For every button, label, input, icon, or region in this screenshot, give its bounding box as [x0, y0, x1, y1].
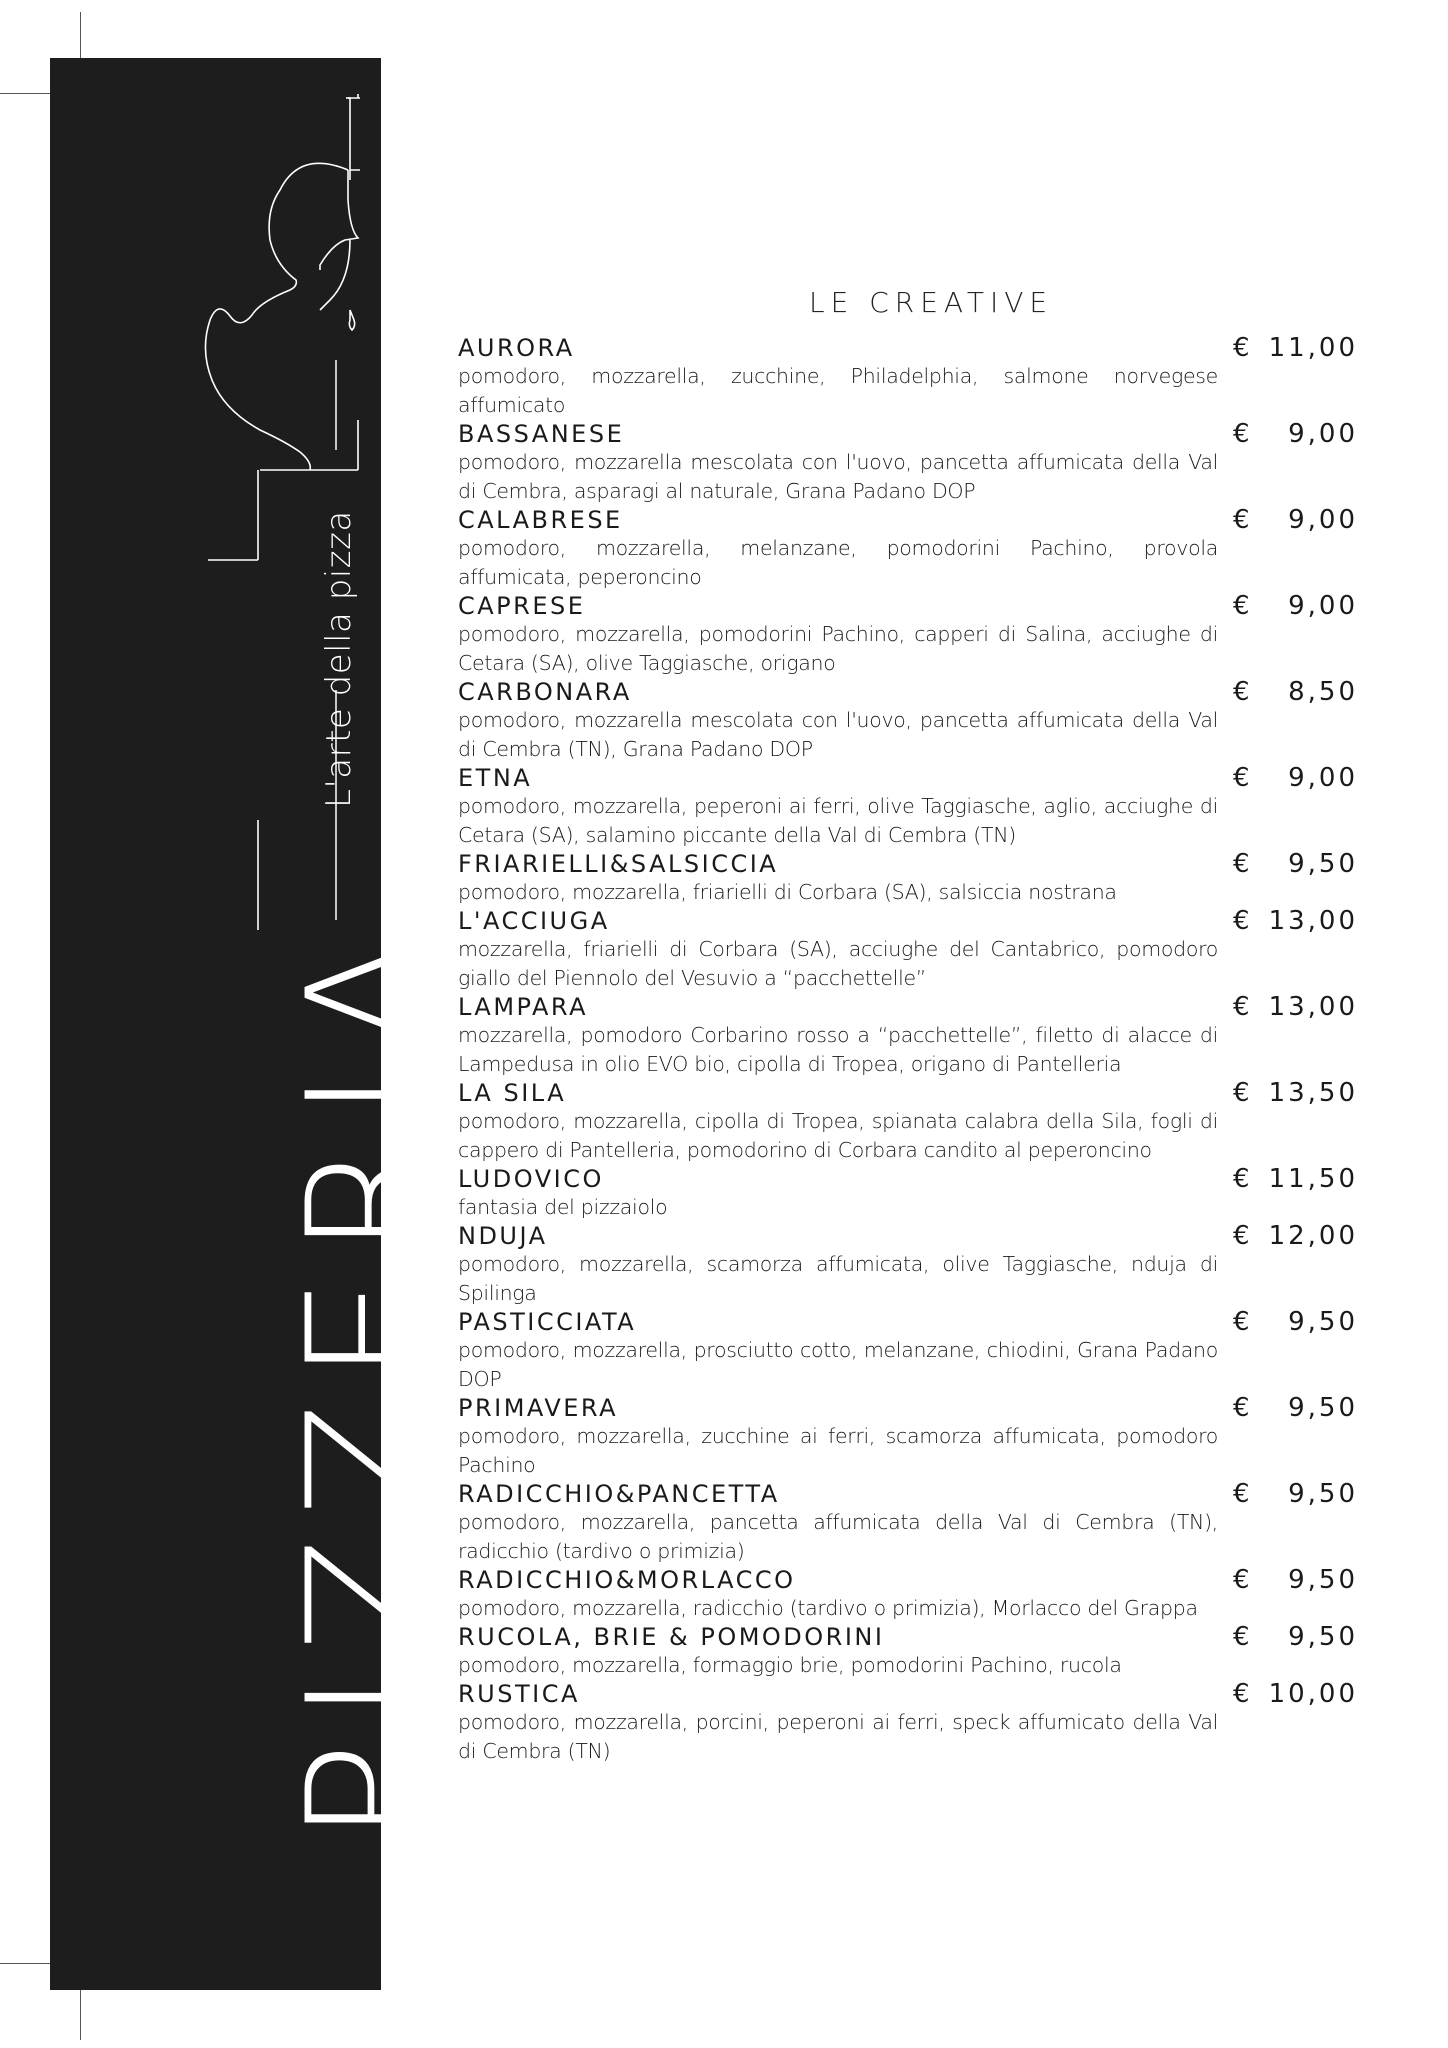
menu-item-price [1233, 592, 1358, 620]
crop-mark [80, 12, 81, 58]
menu-item-price [1233, 1079, 1358, 1107]
menu-item-description: pomodoro, mozzarella, pomodorini Pachino, capperi di Salina, acciughe di Cetara (SA), olive Taggiasche, origano [458, 622, 1218, 675]
menu-item-price [1233, 420, 1358, 448]
menu-item-name: L'ACCIUGA [458, 907, 610, 935]
section-title: LE CREATIVE [809, 286, 1054, 319]
price-amount: 9,00 [1288, 505, 1358, 535]
menu-item [458, 1394, 1358, 1480]
menu-item-name: NDUJA [458, 1222, 548, 1250]
menu-item [458, 1222, 1358, 1308]
menu-item-name: CALABRESE [458, 506, 623, 534]
price-amount: 9,50 [1288, 1307, 1358, 1337]
menu-item [458, 850, 1358, 907]
menu-item-description: pomodoro, mozzarella, scamorza affumicata, olive Taggiasche, nduja di Spilinga [458, 1252, 1218, 1305]
menu-item-price [1233, 1165, 1358, 1193]
menu-item-description: pomodoro, mozzarella, zucchine, Philadelphia, salmone norvegese affumicato [458, 364, 1218, 417]
menu-item [458, 334, 1358, 420]
price-amount: 10,00 [1268, 1679, 1358, 1709]
menu-item-price [1233, 907, 1358, 935]
menu-item-price [1233, 764, 1358, 792]
currency-symbol: € [1233, 992, 1253, 1022]
menu-item-description: pomodoro, mozzarella, pancetta affumicata della Val di Cembra (TN), radicchio (tardivo o primizia) [458, 1510, 1218, 1563]
menu-item-description: pomodoro, mozzarella mescolata con l'uovo, pancetta affumicata della Val di Cembra (TN), Grana Padano DOP [458, 708, 1218, 761]
price-amount: 9,00 [1288, 419, 1358, 449]
menu-item-price [1233, 1480, 1358, 1508]
currency-symbol: € [1233, 591, 1253, 621]
menu-item-name: PASTICCIATA [458, 1308, 637, 1336]
menu-item-price [1233, 1308, 1358, 1336]
menu-item-name: BASSANESE [458, 420, 625, 448]
price-amount: 9,50 [1288, 1393, 1358, 1423]
menu-item-name: PRIMAVERA [458, 1394, 619, 1422]
currency-symbol: € [1233, 1393, 1253, 1423]
menu-item-name: LAMPARA [458, 993, 589, 1021]
menu-item-price [1233, 1394, 1358, 1422]
currency-symbol: € [1233, 333, 1253, 363]
currency-symbol: € [1233, 849, 1253, 879]
currency-symbol: € [1233, 1164, 1253, 1194]
menu-item-price [1233, 678, 1358, 706]
crop-mark [80, 1990, 81, 2040]
menu-list [458, 334, 1358, 1766]
menu-item-price [1233, 993, 1358, 1021]
brand-tagline: L'arte della pizza [319, 510, 359, 808]
menu-item-price [1233, 334, 1358, 362]
price-amount: 13,00 [1268, 992, 1358, 1022]
menu-item-name: RADICCHIO&MORLACCO [458, 1566, 796, 1594]
price-amount: 12,00 [1268, 1221, 1358, 1251]
menu-item [458, 1308, 1358, 1394]
menu-item [458, 592, 1358, 678]
menu-item-price [1233, 1222, 1358, 1250]
menu-item [458, 764, 1358, 850]
price-amount: 11,50 [1268, 1164, 1358, 1194]
currency-symbol: € [1233, 1622, 1253, 1652]
menu-item [458, 678, 1358, 764]
menu-item-description: pomodoro, mozzarella, zucchine ai ferri, scamorza affumicata, pomodoro Pachino [458, 1424, 1218, 1477]
currency-symbol: € [1233, 906, 1253, 936]
menu-item-description: fantasia del pizzaiolo [458, 1195, 668, 1219]
menu-item-price [1233, 850, 1358, 878]
menu-item-name: RUSTICA [458, 1680, 580, 1708]
menu-item-name: LA SILA [458, 1079, 567, 1107]
menu-item [458, 420, 1358, 506]
menu-item [458, 1079, 1358, 1165]
price-amount: 9,50 [1288, 1479, 1358, 1509]
menu-item-name: CARBONARA [458, 678, 632, 706]
menu-item-name: LUDOVICO [458, 1165, 604, 1193]
currency-symbol: € [1233, 1565, 1253, 1595]
price-amount: 9,50 [1288, 1622, 1358, 1652]
currency-symbol: € [1233, 1307, 1253, 1337]
currency-symbol: € [1233, 1679, 1253, 1709]
price-amount: 9,00 [1288, 591, 1358, 621]
menu-item-description: mozzarella, friarielli di Corbara (SA), acciughe del Cantabrico, pomodoro giallo del Piennolo del Vesuvio a “pacchettelle” [458, 937, 1218, 990]
tagline-underline [330, 360, 344, 920]
menu-item-description: pomodoro, mozzarella, peperoni ai ferri, olive Taggiasche, aglio, acciughe di Cetara (SA), salamino piccante della Val di Cembra (TN) [458, 794, 1218, 847]
menu-item-name: RUCOLA, BRIE & POMODORINI [458, 1623, 885, 1651]
menu-item-name: AURORA [458, 334, 575, 362]
menu-item-description: pomodoro, mozzarella, friarielli di Corbara (SA), salsiccia nostrana [458, 880, 1117, 904]
menu-item-description: pomodoro, mozzarella, formaggio brie, pomodorini Pachino, rucola [458, 1653, 1122, 1677]
price-amount: 8,50 [1288, 677, 1358, 707]
price-amount: 9,50 [1288, 1565, 1358, 1595]
menu-item-description: pomodoro, mozzarella, melanzane, pomodorini Pachino, provola affumicata, peperoncino [458, 536, 1218, 589]
menu-item-price [1233, 1623, 1358, 1651]
menu-item-name: FRIARIELLI&SALSICCIA [458, 850, 779, 878]
menu-item [458, 1623, 1358, 1680]
menu-item [458, 1566, 1358, 1623]
menu-item-description: pomodoro, mozzarella, cipolla di Tropea, spianata calabra della Sila, fogli di cappero di Pantelleria, pomodorino di Corbara candito al peperoncino [458, 1109, 1218, 1162]
menu-item-description: pomodoro, mozzarella, porcini, peperoni ai ferri, speck affumicato della Val di Cembra (TN) [458, 1710, 1218, 1763]
menu-item-name: CAPRESE [458, 592, 586, 620]
menu-item-price [1233, 506, 1358, 534]
menu-item-name: ETNA [458, 764, 533, 792]
crop-mark [0, 1963, 50, 1964]
currency-symbol: € [1233, 505, 1253, 535]
menu-item [458, 907, 1358, 993]
currency-symbol: € [1233, 1078, 1253, 1108]
currency-symbol: € [1233, 677, 1253, 707]
menu-item [458, 1480, 1358, 1566]
brand-name: PIZZERIA [271, 914, 467, 1843]
price-amount: 9,00 [1288, 763, 1358, 793]
price-amount: 11,00 [1268, 333, 1358, 363]
currency-symbol: € [1233, 1221, 1253, 1251]
menu-item-price [1233, 1566, 1358, 1594]
menu-item-price [1233, 1680, 1358, 1708]
menu-item-description: pomodoro, mozzarella, radicchio (tardivo o primizia), Morlacco del Grappa [458, 1596, 1198, 1620]
menu-item-name: RADICCHIO&PANCETTA [458, 1480, 780, 1508]
currency-symbol: € [1233, 763, 1253, 793]
menu-item-description: mozzarella, pomodoro Corbarino rosso a “pacchettelle”, filetto di alacce di Lampedusa in olio EVO bio, cipolla di Tropea, origano di Pantelleria [458, 1023, 1218, 1076]
price-amount: 9,50 [1288, 849, 1358, 879]
currency-symbol: € [1233, 1479, 1253, 1509]
menu-item [458, 1680, 1358, 1766]
price-amount: 13,00 [1268, 906, 1358, 936]
menu-item-description: pomodoro, mozzarella mescolata con l'uovo, pancetta affumicata della Val di Cembra, asparagi al naturale, Grana Padano DOP [458, 450, 1218, 503]
menu-item-description: pomodoro, mozzarella, prosciutto cotto, melanzane, chiodini, Grana Padano DOP [458, 1338, 1218, 1391]
menu-item [458, 506, 1358, 592]
menu-item [458, 1165, 1358, 1222]
menu-item [458, 993, 1358, 1079]
currency-symbol: € [1233, 419, 1253, 449]
price-amount: 13,50 [1268, 1078, 1358, 1108]
